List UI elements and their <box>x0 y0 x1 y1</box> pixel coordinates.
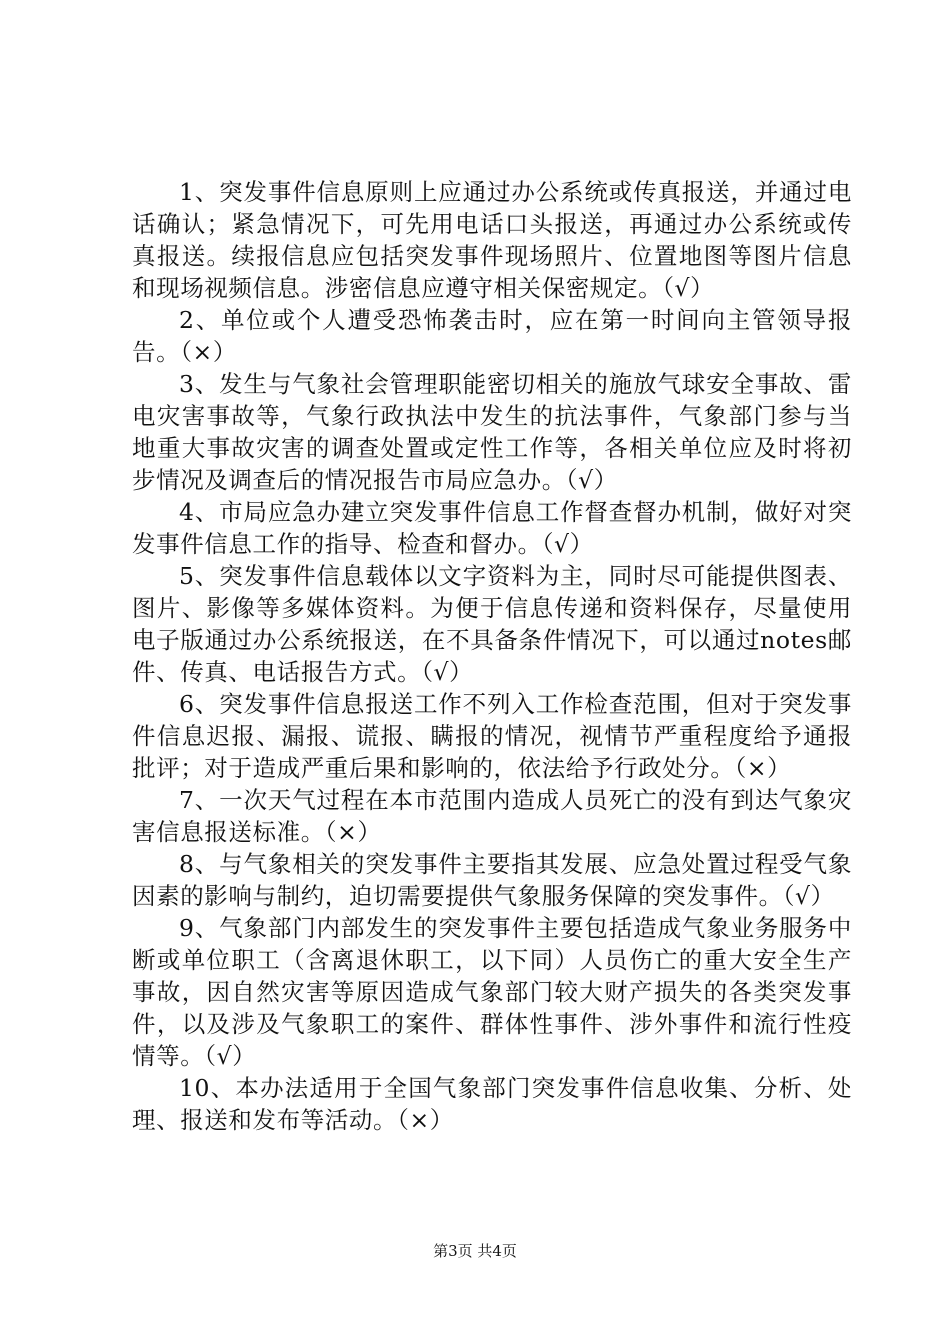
question-item-8: 8、与气象相关的突发事件主要指其发展、应急处置过程受气象因素的影响与制约，迫切需要提供气象服务保障的突发事件。（√） <box>132 850 852 910</box>
question-item-4: 4、市局应急办建立突发事件信息工作督查督办机制，做好对突发事件信息工作的指导、检查和督办。（√） <box>132 498 852 558</box>
question-item-5: 5、突发事件信息载体以文字资料为主，同时尽可能提供图表、图片、影像等多媒体资料。为便于信息传递和资料保存，尽量使用电子版通过办公系统报送，在不具备条件情况下，可以通过notes邮件、传真、电话报告方式。（√） <box>132 562 852 686</box>
question-item-2: 2、单位或个人遭受恐怖袭击时，应在第一时间向主管领导报告。（×） <box>132 306 852 366</box>
question-item-10: 10、本办法适用于全国气象部门突发事件信息收集、分析、处理、报送和发布等活动。（×） <box>132 1074 852 1134</box>
question-list <box>132 176 852 1136</box>
question-item-9: 9、气象部门内部发生的突发事件主要包括造成气象业务服务中断或单位职工（含离退休职工，以下同）人员伤亡的重大安全生产事故，因自然灾害等原因造成气象部门较大财产损失的各类突发事件，以及涉及气象职工的案件、群体性事件、涉外事件和流行性疫情等。（√） <box>132 914 852 1070</box>
question-item-7: 7、一次天气过程在本市范围内造成人员死亡的没有到达气象灾害信息报送标准。（×） <box>132 786 852 846</box>
question-item-1: 1、突发事件信息原则上应通过办公系统或传真报送，并通过电话确认；紧急情况下，可先用电话口头报送，再通过办公系统或传真报送。续报信息应包括突发事件现场照片、位置地图等图片信息和现场视频信息。涉密信息应遵守相关保密规定。（√） <box>132 178 852 302</box>
question-item-3: 3、发生与气象社会管理职能密切相关的施放气球安全事故、雷电灾害事故等，气象行政执法中发生的抗法事件，气象部门参与当地重大事故灾害的调查处置或定性工作等，各相关单位应及时将初步情况及调查后的情况报告市局应急办。（√） <box>132 370 852 494</box>
page-number-footer: 第3页 共4页 <box>433 1242 517 1260</box>
question-item-6: 6、突发事件信息报送工作不列入工作检查范围，但对于突发事件信息迟报、漏报、谎报、瞒报的情况，视情节严重程度给予通报批评；对于造成严重后果和影响的，依法给予行政处分。（×） <box>132 690 852 782</box>
